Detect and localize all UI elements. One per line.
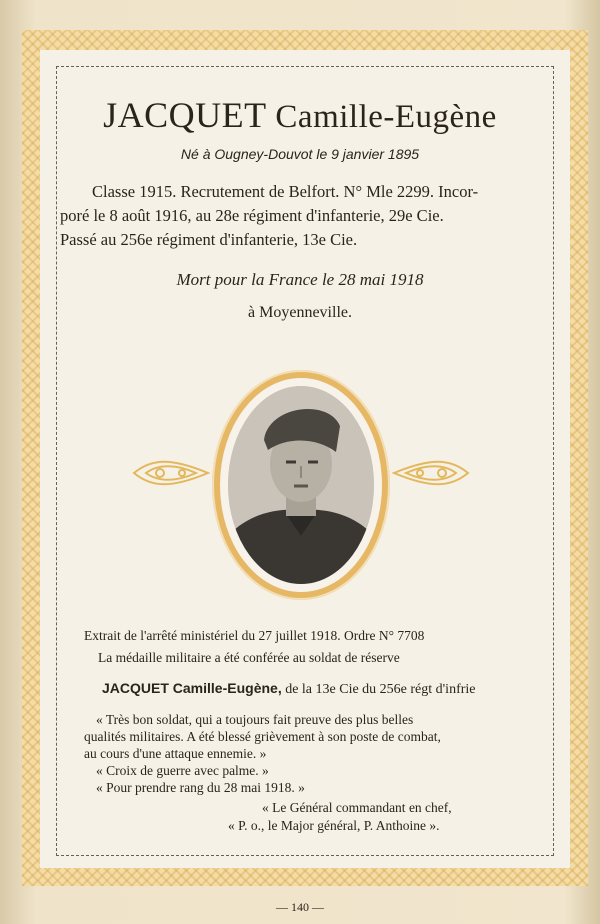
left-ornament bbox=[132, 448, 210, 498]
death-place: à Moyenneville. bbox=[248, 304, 352, 321]
service-line-1: Classe 1915. Recrutement de Belfort. N° Mle 2299. Incor- bbox=[92, 182, 479, 201]
name-heading bbox=[0, 94, 600, 136]
citation-line-5: « Pour prendre rang du 28 mai 1918. » bbox=[96, 780, 305, 795]
page-number: — 140 — bbox=[276, 900, 324, 914]
surname: JACQUET bbox=[103, 95, 267, 135]
recipient-line bbox=[102, 680, 476, 698]
right-ornament bbox=[392, 448, 470, 498]
signature-line-1: « Le Général commandant en chef, bbox=[262, 800, 452, 815]
citation-line-2: qualités militaires. A été blessé grièvement à son poste de combat, bbox=[84, 729, 441, 744]
recipient-name: JACQUET Camille-Eugène, bbox=[102, 680, 282, 696]
given-names: Camille-Eugène bbox=[275, 99, 497, 135]
signature-line-2: « P. o., le Major général, P. Anthoine ». bbox=[228, 818, 440, 833]
decree-line: Extrait de l'arrêté ministériel du 27 juillet 1918. Ordre N° 7708 bbox=[84, 628, 425, 643]
death-line: Mort pour la France le 28 mai 1918 bbox=[176, 270, 424, 289]
medal-line: La médaille militaire a été conférée au soldat de réserve bbox=[98, 650, 400, 665]
citation-line-1: « Très bon soldat, qui a toujours fait preuve des plus belles bbox=[96, 712, 414, 727]
citation-line-3: au cours d'une attaque ennemie. » bbox=[84, 746, 267, 761]
recipient-unit: de la 13e Cie du 256e régt d'infrie bbox=[285, 682, 476, 697]
service-line-2: poré le 8 août 1916, au 28e régiment d'infanterie, 29e Cie. bbox=[60, 206, 444, 225]
portrait-image bbox=[228, 386, 374, 584]
service-line-3: Passé au 256e régiment d'infanterie, 13e Cie. bbox=[60, 230, 358, 249]
birth-line: Né à Ougney-Douvot le 9 janvier 1895 bbox=[180, 146, 420, 162]
soldier-portrait bbox=[228, 386, 374, 584]
citation-line-4: « Croix de guerre avec palme. » bbox=[96, 763, 269, 778]
